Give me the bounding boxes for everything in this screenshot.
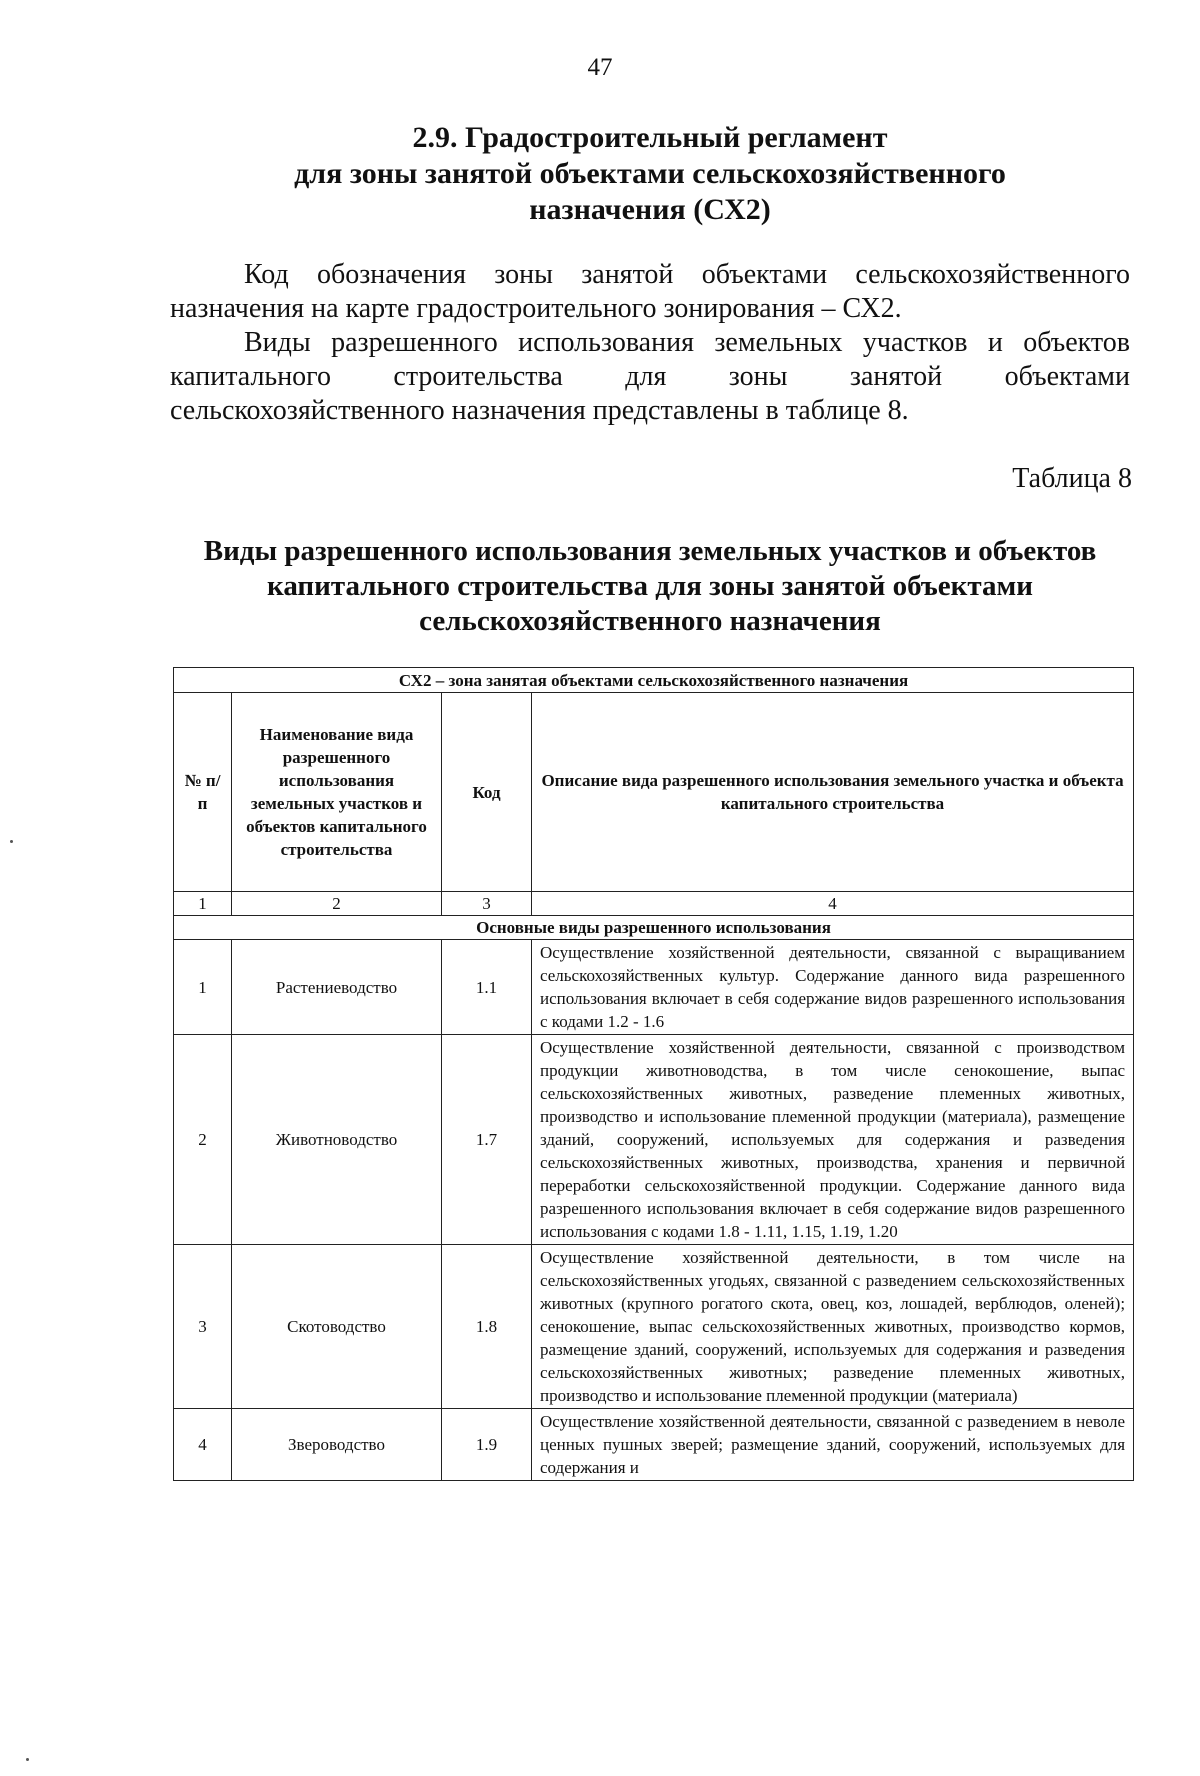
- column-number: 2: [232, 892, 442, 916]
- section-title: [200, 120, 1100, 228]
- row-name: Скотоводство: [232, 1245, 442, 1409]
- column-header-number: № п/п: [174, 693, 232, 892]
- column-number: 3: [442, 892, 532, 916]
- table-title-line: капитального строительства для зоны занятой объектами: [267, 570, 1033, 602]
- column-header-row: [174, 693, 1134, 892]
- column-header-description: Описание вида разрешенного использования земельного участка и объекта капитального строительства: [532, 693, 1134, 892]
- section-title-line: для зоны занятой объектами сельскохозяйственного: [294, 157, 1006, 190]
- row-name: Растениеводство: [232, 940, 442, 1035]
- row-number: 2: [174, 1035, 232, 1245]
- regulation-table: [173, 667, 1134, 1481]
- row-code: 1.7: [442, 1035, 532, 1245]
- intro-paragraph: Виды разрешенного использования земельных участков и объектов капитального строительства для зоны занятой объектами сельскохозяйственного назначения представлены в таблице 8.: [170, 327, 1130, 426]
- zone-header-row: [174, 668, 1134, 693]
- column-header-code: Код: [442, 693, 532, 892]
- section-title-line: назначения (СХ2): [529, 193, 771, 226]
- section-title-line: 2.9. Градостроительный регламент: [412, 121, 888, 154]
- table-row: [174, 1409, 1134, 1481]
- intro-paragraph: Код обозначения зоны занятой объектами сельскохозяйственного назначения на карте градостроительного зонирования – СХ2.: [170, 259, 1130, 324]
- row-description: Осуществление хозяйственной деятельности, связанной с производством продукции животноводства, в том числе сенокошение, выпас сельскохозяйственных животных, разведение племенных животных, производство и использование племенной продукции (материала), размещение зданий, сооружений, используемых для содержания и разведения сельскохозяйственных животных, производства, хранения и первичной переработки сельскохозяйственной продукции. Содержание данного вида разрешенного использования включает в себя содержание видов разрешенного использования с кодами 1.8 - 1.11, 1.15, 1.19, 1.20: [532, 1035, 1134, 1245]
- row-description: Осуществление хозяйственной деятельности, в том числе на сельскохозяйственных угодьях, связанной с разведением сельскохозяйственных животных (крупного рогатого скота, овец, коз, лошадей, верблюдов, оленей); сенокошение, выпас сельскохозяйственных животных, производство кормов, размещение зданий, сооружений, используемых для содержания и разведения сельскохозяйственных животных; разведение племенных животных, производство и использование племенной продукции (материала): [532, 1245, 1134, 1409]
- row-number: 4: [174, 1409, 232, 1481]
- row-code: 1.9: [442, 1409, 532, 1481]
- row-name: Животноводство: [232, 1035, 442, 1245]
- table-title-line: Виды разрешенного использования земельных участков и объектов: [203, 535, 1097, 567]
- zone-header-cell: СХ2 – зона занятая объектами сельскохозяйственного назначения: [174, 668, 1134, 693]
- row-number: 1: [174, 940, 232, 1035]
- row-code: 1.1: [442, 940, 532, 1035]
- table-row: [174, 1035, 1134, 1245]
- scan-speck: [26, 1758, 29, 1761]
- page-number: 47: [587, 54, 613, 81]
- row-code: 1.8: [442, 1245, 532, 1409]
- column-number: 4: [532, 892, 1134, 916]
- column-number: 1: [174, 892, 232, 916]
- intro-text: [170, 258, 1130, 428]
- table-row: [174, 1245, 1134, 1409]
- row-number: 3: [174, 1245, 232, 1409]
- row-name: Звероводство: [232, 1409, 442, 1481]
- row-description: Осуществление хозяйственной деятельности, связанной с разведением в неволе ценных пушных зверей; размещение зданий, сооружений, используемых для содержания и: [532, 1409, 1134, 1481]
- section-label-row: [174, 916, 1134, 940]
- table-title-line: сельскохозяйственного назначения: [419, 605, 881, 637]
- table-title: [150, 534, 1150, 639]
- row-description: Осуществление хозяйственной деятельности, связанной с выращиванием сельскохозяйственных культур. Содержание данного вида разрешенного использования включает в себя содержание видов разрешенного использования с кодами 1.2 - 1.6: [532, 940, 1134, 1035]
- section-label: Основные виды разрешенного использования: [174, 916, 1134, 940]
- column-header-name: Наименование вида разрешенного использования земельных участков и объектов капитального строительства: [232, 693, 442, 892]
- table-caption: Таблица 8: [1012, 463, 1132, 494]
- scan-speck: [10, 840, 13, 843]
- column-number-row: [174, 892, 1134, 916]
- table-row: [174, 940, 1134, 1035]
